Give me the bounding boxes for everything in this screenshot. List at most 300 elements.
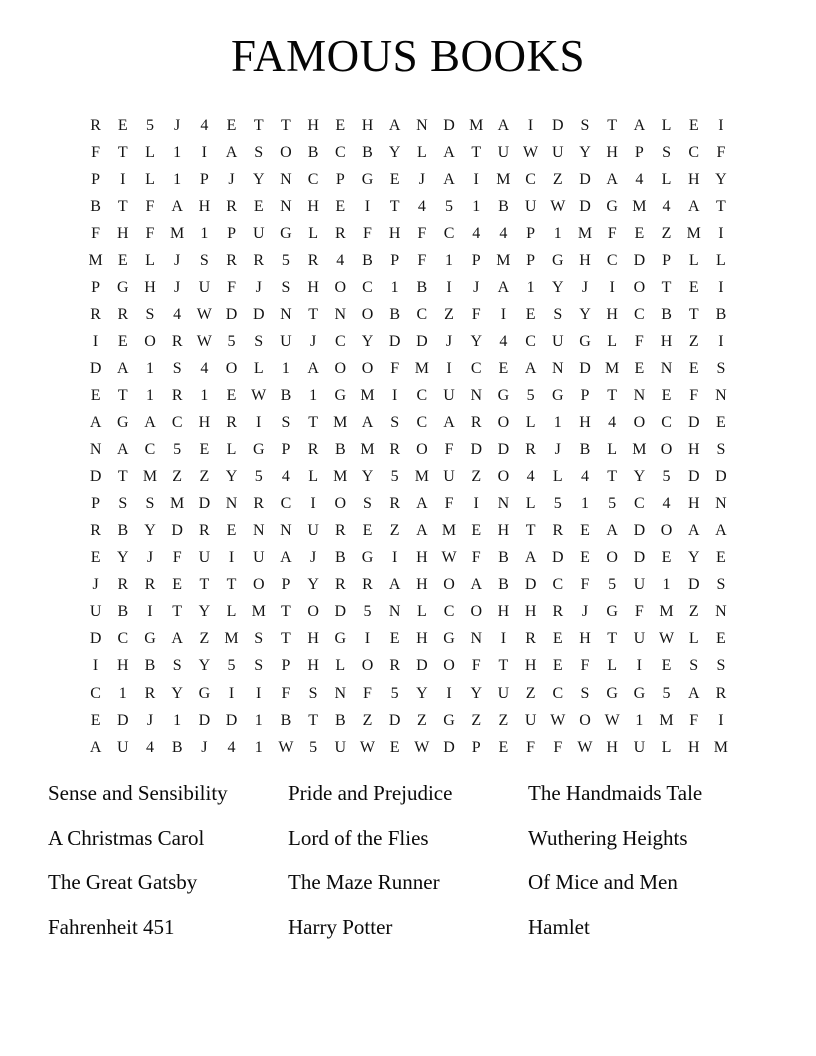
grid-cell: I xyxy=(364,197,371,215)
grid-cell: A xyxy=(687,197,700,215)
grid-cell: D xyxy=(225,711,238,729)
grid-cell: R xyxy=(389,657,400,675)
grid-cell: E xyxy=(552,630,563,648)
grid-cell: C xyxy=(661,414,672,432)
grid-cell: A xyxy=(470,576,482,594)
grid-cell: N xyxy=(89,441,102,459)
grid-cell: S xyxy=(716,657,726,675)
grid-cell: T xyxy=(172,603,183,621)
grid-cell: B xyxy=(280,386,292,404)
grid-cell: W xyxy=(550,711,566,729)
grid-cell: U xyxy=(497,143,510,161)
grid-cell: J xyxy=(554,441,561,459)
grid-cell: F xyxy=(172,549,182,567)
grid-cell: L xyxy=(308,224,318,242)
grid-cell: D xyxy=(416,332,428,350)
grid-cell: R xyxy=(171,386,183,404)
grid-cell: E xyxy=(498,359,509,377)
grid-cell: 4 xyxy=(662,197,671,215)
grid-cell: 1 xyxy=(145,386,154,404)
grid-cell: R xyxy=(226,414,237,432)
grid-cell: B xyxy=(389,305,400,323)
grid-cell: E xyxy=(335,116,346,134)
grid-cell: H xyxy=(361,116,374,134)
grid-cell: E xyxy=(90,549,101,567)
grid-cell: O xyxy=(443,576,455,594)
grid-cell: E xyxy=(716,549,726,567)
grid-cell: H xyxy=(307,278,319,296)
grid-cell: D xyxy=(470,441,482,459)
grid-cell: I xyxy=(718,224,724,242)
grid-cell: E xyxy=(471,522,482,540)
grid-cell: T xyxy=(389,197,400,215)
grid-cell: D xyxy=(225,305,238,323)
grid-cell: S xyxy=(363,495,372,513)
grid-cell: D xyxy=(633,549,646,567)
grid-cell: E xyxy=(253,197,264,215)
grid-cell: Y xyxy=(198,603,211,621)
grid-cell: E xyxy=(117,332,128,350)
grid-cell: Y xyxy=(144,522,156,540)
grid-cell: M xyxy=(441,522,457,540)
grid-cell: A xyxy=(144,414,156,432)
grid-cell: A xyxy=(361,414,374,432)
grid-cell: L xyxy=(253,359,264,377)
grid-cell: T xyxy=(471,143,482,161)
grid-cell: O xyxy=(252,576,265,594)
grid-cell: U xyxy=(252,224,265,242)
grid-cell: I xyxy=(391,386,398,404)
grid-cell: D xyxy=(198,711,211,729)
grid-cell: I xyxy=(473,495,479,513)
grid-cell: B xyxy=(90,197,101,215)
grid-cell: L xyxy=(335,657,346,675)
grid-cell: E xyxy=(634,224,645,242)
grid-cell: I xyxy=(201,143,207,161)
grid-cell: G xyxy=(552,386,564,404)
grid-cell: R xyxy=(171,332,183,350)
grid-cell: M xyxy=(605,359,620,377)
grid-cell: L xyxy=(661,116,672,134)
grid-cell: F xyxy=(417,224,427,242)
grid-cell: A xyxy=(171,630,183,648)
grid-cell: A xyxy=(416,522,428,540)
grid-cell: C xyxy=(525,170,536,188)
grid-cell: O xyxy=(280,143,292,161)
grid-cell: I xyxy=(364,630,371,648)
grid-cell: T xyxy=(117,386,128,404)
grid-cell: S xyxy=(281,414,291,432)
grid-cell: R xyxy=(525,441,536,459)
grid-cell: S xyxy=(172,657,182,675)
grid-cell: T xyxy=(308,711,318,729)
grid-cell: H xyxy=(579,630,591,648)
grid-cell: G xyxy=(497,386,510,404)
grid-cell: Y xyxy=(579,305,591,323)
grid-cell: A xyxy=(497,116,510,134)
grid-cell: H xyxy=(117,657,129,675)
grid-cell: U xyxy=(334,738,347,756)
grid-cell: D xyxy=(117,711,129,729)
grid-cell: F xyxy=(444,441,454,459)
grid-cell: B xyxy=(416,278,428,296)
grid-cell: O xyxy=(307,603,319,621)
grid-cell: M xyxy=(170,224,185,242)
grid-cell: F xyxy=(281,684,291,702)
grid-cell: D xyxy=(579,359,591,377)
word-item: Lord of the Flies xyxy=(288,825,429,850)
grid-cell: E xyxy=(117,251,128,269)
grid-cell: G xyxy=(606,603,618,621)
grid-cell: Y xyxy=(633,468,646,486)
grid-cell: L xyxy=(552,468,563,486)
grid-cell: 4 xyxy=(499,332,508,350)
grid-cell: E xyxy=(688,359,699,377)
grid-cell: H xyxy=(687,441,700,459)
grid-cell: G xyxy=(361,549,374,567)
grid-cell: I xyxy=(120,170,126,188)
grid-cell: C xyxy=(416,414,428,432)
grid-cell: I xyxy=(92,657,99,675)
grid-cell: G xyxy=(280,224,292,242)
grid-cell: L xyxy=(661,170,672,188)
grid-cell: J xyxy=(201,738,208,756)
grid-cell: P xyxy=(471,738,481,756)
grid-cell: R xyxy=(253,495,265,513)
grid-cell: W xyxy=(550,197,566,215)
grid-cell: H xyxy=(497,522,510,540)
grid-cell: P xyxy=(335,170,345,188)
word-item: Fahrenheit 451 xyxy=(48,914,175,939)
grid-cell: S xyxy=(716,359,726,377)
grid-cell: F xyxy=(634,332,644,350)
grid-cell: L xyxy=(145,143,155,161)
grid-cell: D xyxy=(89,468,102,486)
grid-cell: S xyxy=(689,657,699,675)
grid-cell: Y xyxy=(470,684,482,702)
grid-cell: J xyxy=(418,170,425,188)
grid-cell: A xyxy=(117,359,129,377)
grid-cell: A xyxy=(388,116,401,134)
grid-cell: F xyxy=(145,224,155,242)
grid-cell: 1 xyxy=(635,711,644,729)
grid-cell: L xyxy=(525,495,536,513)
grid-cell: A xyxy=(307,359,319,377)
grid-cell: 1 xyxy=(580,495,589,513)
grid-cell: Y xyxy=(117,549,129,567)
grid-cell: 4 xyxy=(336,251,345,269)
grid-cell: U xyxy=(497,684,510,702)
grid-cell: D xyxy=(443,738,455,756)
grid-cell: J xyxy=(174,116,181,134)
grid-cell: D xyxy=(633,522,646,540)
grid-cell: 1 xyxy=(173,143,182,161)
grid-cell: F xyxy=(471,657,481,675)
grid-cell: R xyxy=(389,495,400,513)
grid-cell: E xyxy=(498,738,509,756)
grid-cell: T xyxy=(525,522,536,540)
grid-cell: C xyxy=(171,414,183,432)
grid-cell: R xyxy=(90,305,101,323)
grid-cell: L xyxy=(416,143,427,161)
grid-cell: E xyxy=(226,522,237,540)
grid-cell: 1 xyxy=(145,359,154,377)
grid-cell: H xyxy=(524,657,537,675)
grid-cell: Y xyxy=(552,278,564,296)
grid-cell: C xyxy=(634,305,645,323)
grid-cell: A xyxy=(633,116,646,134)
grid-cell: O xyxy=(633,414,646,432)
grid-cell: A xyxy=(89,738,102,756)
grid-cell: G xyxy=(334,630,347,648)
grid-cell: U xyxy=(552,332,564,350)
grid-cell: U xyxy=(552,143,564,161)
grid-cell: M xyxy=(632,197,647,215)
grid-cell: E xyxy=(226,116,237,134)
grid-cell: R xyxy=(552,522,564,540)
grid-cell: F xyxy=(634,603,644,621)
grid-cell: 5 xyxy=(309,738,318,756)
grid-cell: W xyxy=(196,332,212,350)
grid-cell: S xyxy=(199,251,209,269)
grid-cell: L xyxy=(416,603,427,621)
grid-cell: A xyxy=(443,170,455,188)
grid-cell: D xyxy=(198,495,211,513)
grid-cell: Z xyxy=(471,468,482,486)
grid-cell: A xyxy=(524,549,537,567)
grid-cell: 1 xyxy=(200,386,209,404)
grid-cell: S xyxy=(172,359,182,377)
grid-cell: Y xyxy=(307,576,319,594)
grid-cell: U xyxy=(252,549,265,567)
grid-cell: T xyxy=(688,305,699,323)
grid-cell: B xyxy=(579,441,591,459)
grid-cell: T xyxy=(117,468,128,486)
grid-cell: H xyxy=(579,414,591,432)
grid-cell: H xyxy=(388,224,401,242)
grid-cell: M xyxy=(496,251,511,269)
grid-cell: F xyxy=(227,278,236,296)
grid-cell: F xyxy=(580,657,590,675)
grid-cell: B xyxy=(117,522,129,540)
grid-cell: F xyxy=(471,549,481,567)
grid-cell: C xyxy=(416,305,428,323)
grid-cell: M xyxy=(686,224,701,242)
grid-cell: G xyxy=(252,441,265,459)
grid-cell: T xyxy=(253,116,264,134)
grid-cell: F xyxy=(390,359,400,377)
grid-cell: W xyxy=(523,143,539,161)
grid-cell: F xyxy=(91,143,101,161)
grid-cell: I xyxy=(92,332,99,350)
grid-cell: M xyxy=(577,224,593,242)
grid-cell: E xyxy=(90,386,101,404)
grid-cell: A xyxy=(89,414,102,432)
grid-cell: R xyxy=(90,522,101,540)
grid-cell: D xyxy=(687,576,700,594)
grid-cell: U xyxy=(524,197,537,215)
grid-cell: H xyxy=(198,414,211,432)
grid-cell: T xyxy=(661,278,672,296)
grid-cell: J xyxy=(309,332,317,350)
grid-cell: 4 xyxy=(499,224,508,242)
grid-cell: U xyxy=(198,278,211,296)
grid-cell: P xyxy=(281,576,291,594)
grid-cell: E xyxy=(362,522,373,540)
grid-cell: O xyxy=(144,332,156,350)
grid-cell: N xyxy=(470,630,482,648)
grid-cell: O xyxy=(416,441,428,459)
grid-cell: M xyxy=(142,468,158,486)
grid-cell: A xyxy=(687,522,700,540)
grid-cell: F xyxy=(607,224,617,242)
grid-cell: 5 xyxy=(390,468,399,486)
grid-cell: E xyxy=(172,576,183,594)
grid-cell: Z xyxy=(389,522,400,540)
grid-cell: N xyxy=(280,170,292,188)
grid-cell: A xyxy=(687,684,700,702)
word-item: The Handmaids Tale xyxy=(528,781,703,805)
grid-cell: R xyxy=(144,684,156,702)
word-item: The Maze Runner xyxy=(288,870,440,894)
grid-cell: J xyxy=(146,711,154,729)
grid-cell: R xyxy=(334,522,346,540)
grid-cell: I xyxy=(256,684,262,702)
grid-cell: W xyxy=(414,738,430,756)
grid-cell: M xyxy=(333,468,348,486)
grid-cell: I xyxy=(228,549,235,567)
grid-cell: T xyxy=(281,630,291,648)
grid-cell: N xyxy=(280,305,292,323)
grid-cell: Z xyxy=(661,224,672,242)
grid-cell: D xyxy=(89,630,102,648)
grid-cell: 1 xyxy=(173,711,182,729)
grid-cell: W xyxy=(359,738,376,756)
grid-cell: B xyxy=(715,305,727,323)
grid-cell: T xyxy=(607,116,618,134)
grid-cell: 4 xyxy=(608,414,617,432)
grid-cell: I xyxy=(500,305,507,323)
grid-cell: G xyxy=(361,170,374,188)
grid-cell: E xyxy=(389,630,400,648)
grid-cell: B xyxy=(498,576,509,594)
grid-cell: D xyxy=(687,414,700,432)
grid-cell: I xyxy=(718,332,724,350)
grid-cell: W xyxy=(604,711,620,729)
grid-cell: T xyxy=(308,305,318,323)
word-item: Pride and Prejudice xyxy=(288,781,453,805)
grid-cell: W xyxy=(251,386,267,404)
grid-cell: P xyxy=(91,278,101,296)
grid-cell: L xyxy=(226,603,237,621)
grid-cell: A xyxy=(606,170,618,188)
grid-cell: 4 xyxy=(526,468,535,486)
grid-cell: E xyxy=(199,441,210,459)
grid-cell: S xyxy=(390,414,400,432)
grid-cell: O xyxy=(660,522,673,540)
grid-cell: F xyxy=(716,143,726,161)
grid-cell: J xyxy=(309,549,317,567)
grid-cell: E xyxy=(661,386,672,404)
word-item: Wuthering Heights xyxy=(528,825,688,850)
grid-cell: R xyxy=(90,116,101,134)
grid-cell: G xyxy=(606,684,618,702)
grid-cell: I xyxy=(446,278,452,296)
grid-cell: D xyxy=(633,251,646,269)
grid-cell: D xyxy=(89,359,102,377)
grid-cell: E xyxy=(716,630,726,648)
grid-cell: C xyxy=(470,359,482,377)
grid-cell: S xyxy=(716,576,726,594)
grid-cell: T xyxy=(117,197,128,215)
grid-cell: Z xyxy=(199,630,210,648)
grid-cell: R xyxy=(199,522,210,540)
grid-cell: N xyxy=(280,197,292,215)
grid-cell: G xyxy=(606,197,618,215)
grid-cell: H xyxy=(307,657,319,675)
grid-cell: F xyxy=(444,495,454,513)
grid-cell: Y xyxy=(171,684,183,702)
grid-cell: H xyxy=(307,116,319,134)
grid-cell: Z xyxy=(199,468,210,486)
grid-cell: O xyxy=(361,305,374,323)
grid-cell: U xyxy=(198,549,211,567)
grid-cell: T xyxy=(226,576,237,594)
grid-cell: H xyxy=(117,224,129,242)
grid-cell: N xyxy=(334,684,347,702)
grid-cell: N xyxy=(552,359,564,377)
grid-cell: O xyxy=(470,603,482,621)
grid-cell: M xyxy=(659,603,674,621)
grid-cell: 5 xyxy=(445,197,454,215)
grid-cell: 1 xyxy=(173,170,182,188)
grid-cell: R xyxy=(307,251,319,269)
grid-cell: O xyxy=(497,414,510,432)
grid-cell: A xyxy=(606,522,618,540)
grid-cell: Z xyxy=(471,711,482,729)
grid-cell: O xyxy=(334,359,347,377)
grid-cell: B xyxy=(280,711,292,729)
grid-cell: J xyxy=(174,278,181,296)
grid-cell: O xyxy=(579,711,591,729)
grid-cell: C xyxy=(525,332,536,350)
grid-cell: 5 xyxy=(608,576,617,594)
grid-cell: Y xyxy=(252,170,265,188)
grid-cell: 5 xyxy=(254,468,263,486)
grid-cell: P xyxy=(526,251,536,269)
grid-cell: R xyxy=(525,630,536,648)
grid-cell: D xyxy=(388,332,401,350)
grid-cell: N xyxy=(252,522,265,540)
grid-cell: H xyxy=(416,549,428,567)
grid-cell: E xyxy=(552,657,563,675)
grid-cell: P xyxy=(471,251,481,269)
grid-cell: F xyxy=(363,224,372,242)
grid-cell: F xyxy=(145,197,155,215)
grid-cell: H xyxy=(660,332,673,350)
grid-cell: R xyxy=(144,576,156,594)
grid-cell: T xyxy=(281,116,291,134)
grid-cell: 4 xyxy=(417,197,426,215)
word-item: The Great Gatsby xyxy=(48,870,198,894)
grid-cell: E xyxy=(688,116,699,134)
grid-cell: N xyxy=(416,116,428,134)
grid-cell: P xyxy=(281,441,291,459)
grid-cell: D xyxy=(552,549,564,567)
word-item: A Christmas Carol xyxy=(48,825,205,850)
grid-cell: 5 xyxy=(553,495,562,513)
grid-cell: M xyxy=(469,116,484,134)
